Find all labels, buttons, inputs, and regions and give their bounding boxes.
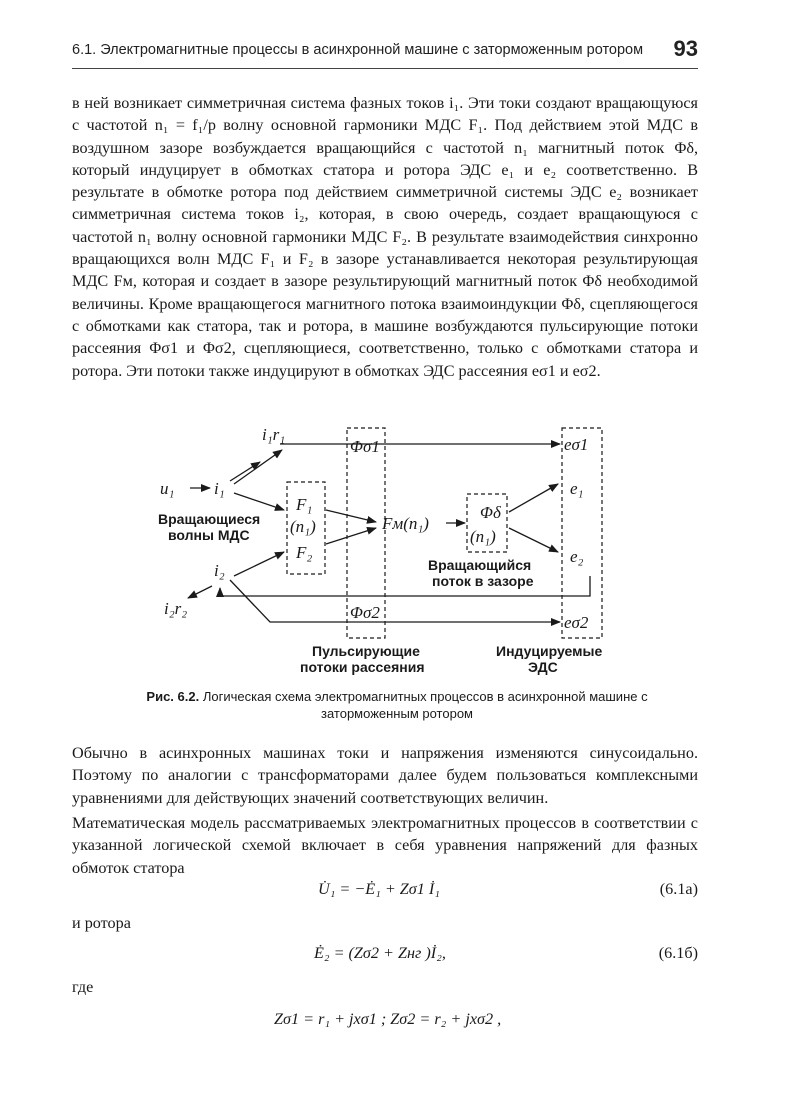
label-fm: Fм(n₁) — [382, 514, 429, 533]
label-rotating-waves-2: волны МДС — [168, 527, 250, 543]
label-i1r1: i₁r₁ — [262, 425, 286, 444]
body-paragraph-1 — [72, 92, 698, 382]
induced-emf-column-box — [562, 428, 602, 638]
label-where: где — [72, 978, 94, 996]
paragraph-1-text: в ней возникает симметричная система фазных токов i₁. Эти токи создают вращающуюся с частотой n₁ = f₁/p волну основной гармоники МДС F₁. Под действием этой МДС в воздушном зазоре возбуждается вращающийся с частотой n₁ магнитный поток Φδ, который индуцирует в обмотках статора и ротора ЭДС e₁ и e₂ соответственно. В результате в обмотке ротора под действием симметричной системы ЭДС e₂ возникает симметричная система токов i₂, которая, в свою очередь, создает вращающуюся с частотой n₁ волну основной гармоники МДС F₂. В результате взаимодействия синхронно вращающихся волн МДС F₁ и F₂ в зазоре устанавливается некоторая результирующая МДС Fм, которая и создает в зазоре результирующий магнитный поток Φδ необходимой величины. Кроме вращающегося магнитного потока взаимоиндукции Φδ, сцепляющегося с обмотками как статора, так и ротора, в машине возбуждаются пульсирующие потоки рассеяния Φσ1 и Φσ2, сцепляющиеся, соответственно, только с обмотками статора и ротора. Эти потоки также индуцируют в обмотках ЭДС рассеяния eσ1 и eσ2. — [72, 94, 698, 380]
label-es2: eσ2 — [564, 613, 589, 632]
arrow-i2-i2r2 — [188, 586, 212, 598]
label-f1: F₁ — [296, 495, 313, 514]
equation-6-1a: U̇₁ = −Ė₁ + Zσ1 İ₁ — [318, 880, 440, 898]
running-header — [72, 36, 698, 69]
arrow-i1-i1r1 — [230, 462, 260, 481]
diagram-svg — [150, 418, 630, 688]
page-number: 93 — [673, 36, 698, 61]
label-n1a: (n₁) — [290, 517, 316, 536]
label-rotating-flux-1: Вращающийся — [428, 557, 532, 573]
label-pulsating-1: Пульсирующие — [312, 643, 420, 659]
label-phid: Φδ — [480, 503, 501, 522]
label-e1: e₁ — [570, 479, 584, 498]
label-es1: eσ1 — [564, 435, 589, 454]
figure-caption-label: Рис. 6.2. — [146, 689, 200, 704]
body-paragraph-3: Математическая модель рассматриваемых электромагнитных процессов в соответствии с указанной логической схемой включает в себя уравнения напряжений для фазных обмоток статора — [72, 814, 698, 877]
arrow-f1-fm — [326, 510, 376, 522]
label-u1: u₁ — [160, 479, 175, 498]
equation-6-1b-number: (6.1б) — [658, 944, 698, 962]
label-induced-1: Индуцируемые — [496, 643, 603, 659]
label-i2: i₂ — [214, 561, 225, 580]
arrow-e2-i2 — [220, 576, 590, 596]
arrow-i2-f2 — [234, 552, 284, 576]
arrow-i1-f1 — [234, 493, 284, 510]
figure-logic-diagram — [150, 418, 630, 688]
label-f2: F₂ — [296, 543, 313, 562]
label-e2: e₂ — [570, 547, 584, 566]
label-rotating-waves-1: Вращающиеся — [158, 511, 261, 527]
arrow-i1-phi-s1 — [234, 450, 282, 484]
figure-caption — [100, 688, 694, 722]
label-phi-s2: Φσ2 — [350, 603, 380, 622]
label-and-rotor: и ротора — [72, 914, 131, 932]
label-induced-2: ЭДС — [528, 659, 558, 675]
equation-impedances: Zσ1 = r₁ + jxσ1 ; Zσ2 = r₂ + jxσ2 , — [274, 1010, 502, 1028]
equation-6-1b: Ė₂ = (Zσ2 + Zнг )İ₂, — [314, 944, 446, 962]
equation-6-1a-number: (6.1а) — [659, 880, 698, 898]
arrow-f2-fm — [326, 528, 376, 544]
label-rotating-flux-2: поток в зазоре — [432, 573, 534, 589]
section-title: 6.1. Электромагнитные процессы в асинхронной машине с заторможенным ротором — [72, 42, 644, 58]
label-phi-s1: Φσ1 — [350, 437, 380, 456]
arrow-phid-e1 — [509, 484, 558, 512]
label-n1b: (n₁) — [470, 527, 496, 546]
label-i1: i₁ — [214, 479, 225, 498]
label-i2r2: i₂r₂ — [164, 599, 188, 618]
arrow-phid-e2 — [509, 528, 558, 552]
label-pulsating-2: потоки рассеяния — [300, 659, 425, 675]
body-paragraph-2: Обычно в асинхронных машинах токи и напряжения изменяются синусоидально. Поэтому по аналогии с трансформаторами далее будем пользоваться комплексными уравнениями для действующих значений соответствующих величин. — [72, 744, 698, 807]
figure-caption-text: Логическая схема электромагнитных процессов в асинхронной машине с заторможенным ротором — [202, 689, 648, 721]
